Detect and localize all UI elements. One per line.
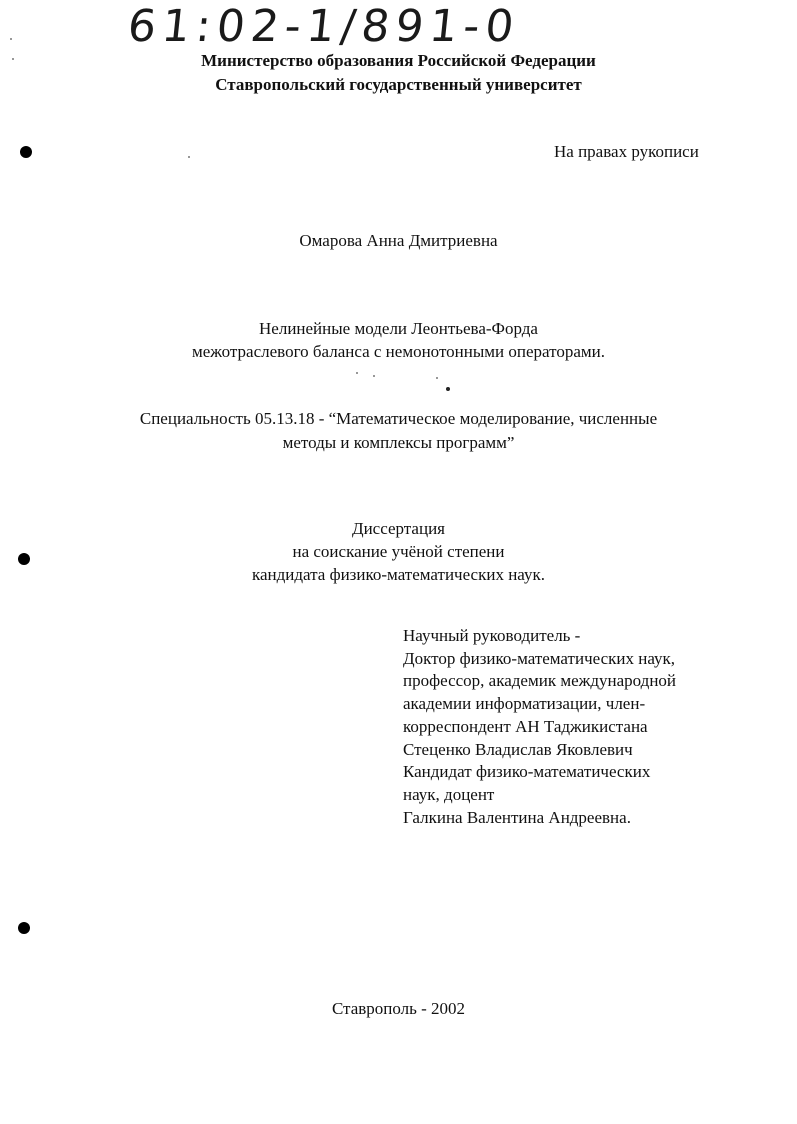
scan-speck (436, 377, 438, 379)
scan-speck (373, 375, 375, 377)
advisor-line: Галкина Валентина Андреевна. (403, 807, 631, 827)
thesis-title-line-1: Нелинейные модели Леонтьева-Форда (259, 319, 538, 338)
scan-speck (356, 372, 358, 374)
binder-hole-mark (18, 922, 30, 934)
scan-speck (10, 38, 12, 40)
degree-line-1: Диссертация (351, 519, 445, 538)
advisor-line: наук, доцент (403, 784, 495, 804)
scan-speck (188, 156, 190, 158)
degree-line-2: на соискание учёной степени (292, 542, 505, 561)
specialty-line-2: методы и комплексы программ” (282, 433, 515, 452)
ministry-heading: Министерство образования Российской Федерации (201, 51, 596, 70)
advisor-line: академии информатизации, член- (403, 694, 646, 714)
advisor-line: профессор, академик международной (403, 671, 677, 691)
rights-note: На правах рукописи (554, 142, 699, 161)
degree-line-3: кандидата физико-математических наук. (251, 565, 546, 584)
specialty-line-1: Специальность 05.13.18 - “Математическое моделирование, численные (139, 409, 658, 428)
thesis-title-line-2: межотраслевого баланса с немонотонными операторами. (192, 342, 605, 361)
university-heading: Ставропольский государственный университет (215, 75, 582, 94)
advisor-line: корреспондент АН Таджикистана (403, 716, 648, 736)
scan-speck (446, 387, 450, 391)
handwritten-archive-number: 61:02-1/891-0 (125, 1, 523, 52)
advisor-line: Доктор физико-математических наук, (403, 648, 676, 668)
advisor-line: Кандидат физико-математических (403, 762, 651, 782)
advisor-line: Стеценко Владислав Яковлевич (403, 739, 633, 759)
binder-hole-mark (20, 146, 32, 158)
advisors-block (403, 625, 676, 829)
binder-hole-mark (18, 553, 30, 565)
advisor-line: Научный руководитель - (403, 626, 581, 645)
scan-speck (12, 58, 14, 60)
author-name: Омарова Анна Дмитриевна (299, 231, 498, 250)
city-year-footer: Ставрополь - 2002 (331, 999, 466, 1018)
